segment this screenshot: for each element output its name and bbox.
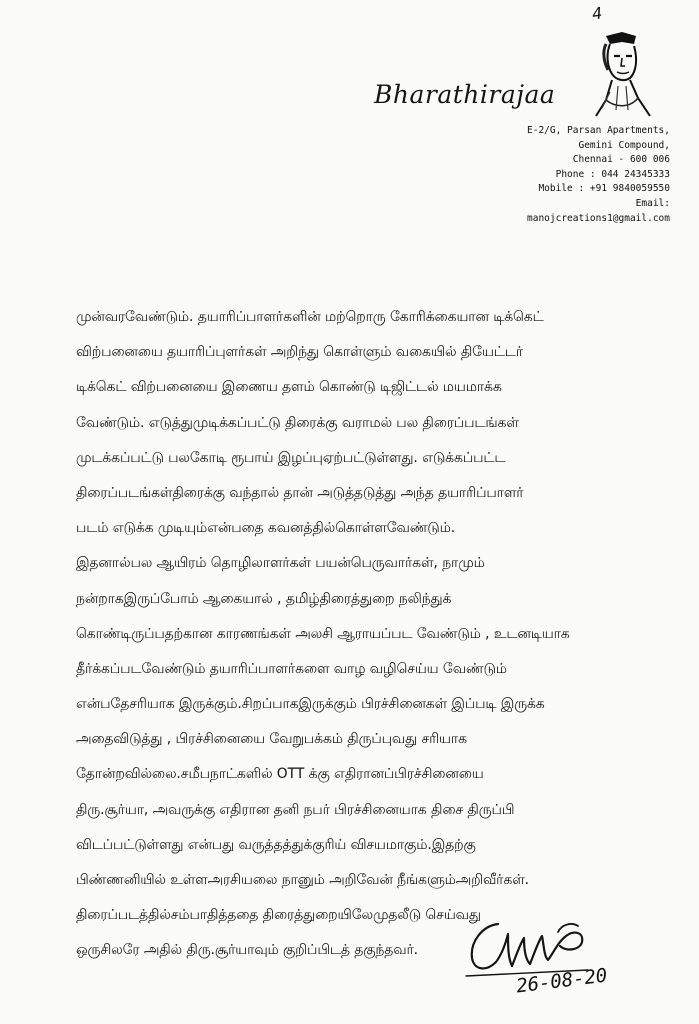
signature-date: 26-08-20 [515,964,609,998]
email-address: manojcreations1@gmail.com [527,212,670,224]
body-line: அதைவிடுத்து , பிரச்சினையை வேறுபக்கம் திருப்புவது சரியாக [76,731,467,748]
mobile-line: Mobile : +91 9840059550 [538,183,670,195]
phone-line: Phone : 044 24345333 [555,168,670,180]
body-line: தீர்க்கப்படவேண்டும் தயாரிப்பாளர்களை வாழ வழிசெய்ய வேண்டும் [76,660,507,677]
body-line: பிண்ணனியில் உள்ளஅரசியலை நானும் அறிவேன் நீங்களும்அறிவீர்கள். [76,872,530,888]
body-line: திரைப்படங்கள்திரைக்கு வந்தால் தான் அடுத்தடுத்து அந்த தயாரிப்பாளர் [76,484,524,501]
letterhead-address [510,124,670,226]
body-line: விடப்பட்டுள்ளது என்பது வருத்தத்துக்குரிய் விசயமாகும்.இதற்கு [76,836,476,853]
body-line: திரைப்படத்தில்சம்பாதித்ததை திரைத்துறையிலேமுதலீடு செய்வது [76,907,481,924]
body-line: முன்வரவேண்டும். தயாரிப்பாளர்களின் மற்றொரு கோரிக்கையான டிக்கெட் [76,309,544,325]
address-line: Chennai - 600 006 [572,154,670,166]
body-line: டிக்கெட் விற்பனையை இணைய தளம் கொண்டு டிஜிட்டல் மயமாக்க [76,379,502,396]
body-line: இதனால்பல ஆயிரம் தொழிலாளர்கள் பயன்பெருவார்கள், நாமும் [76,555,485,572]
body-line: வேண்டும். எடுத்துமுடிக்கப்பட்டு திரைக்கு வராமல் பல திரைப்படங்கள் [76,414,519,431]
body-line: நன்றாகஇருப்போம் ஆகையால் , தமிழ்திரைத்துறை நலிந்துக் [76,590,452,607]
address-line: E-2/G, Parsan Apartments, [527,125,670,136]
body-line: படம் எடுக்க முடியும்என்பதை கவனத்தில்கொள்ளவேண்டும். [76,520,456,537]
letter-body [76,300,636,969]
body-line: தோன்றவில்லை.சமீபநாட்களில் OTT க்கு எதிரானப்பிரச்சினையை [76,766,484,783]
body-line: ஒருசிலரே அதில் திரு.சூர்யாவும் குறிப்பிடத் தகுந்தவர். [76,942,419,959]
body-line: விற்பனையை தயாரிப்புளர்கள் அறிந்து கொள்ளும் வகையில் தியேட்டர் [76,344,523,361]
body-line: கொண்டிருப்பதற்கான காரணங்கள் அலசி ஆராயப்பட வேண்டும் , உடனடியாக [76,625,570,642]
email-label: Email: [635,197,670,209]
body-line: முடக்கப்பட்டு பலகோடி ரூபாய் இழப்புஏற்பட்டுள்ளது. எடுக்கப்பட்ட [76,449,506,466]
address-line: Gemini Compound, [578,139,670,151]
portrait-sketch-icon [592,30,654,120]
letterhead-name: Bharathirajaa [374,80,556,109]
body-line: திரு.சூர்யா, அவருக்கு எதிரான தனி நபர் பிரச்சினையாக திசை திருப்பி [76,801,515,818]
page-number: 4 [590,3,604,24]
body-line: என்பதேசரியாக இருக்கும்.சிறப்பாகஇருக்கும் பிரச்சினைகள் இப்படி இருக்க [76,696,545,713]
